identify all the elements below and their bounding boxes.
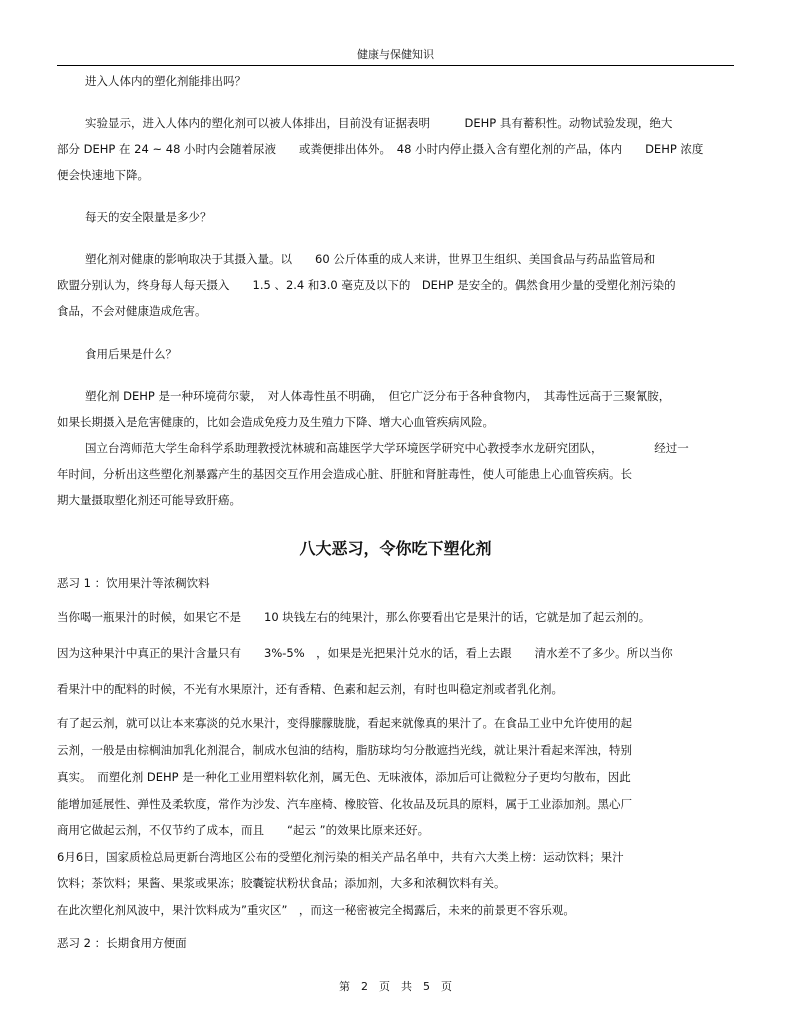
question-heading: 食用后果是什么？ <box>85 347 177 361</box>
section-title: 八大恶习，令你吃下塑化剂 <box>299 539 492 558</box>
paragraph-line: 看果汁中的配料的时候，不光有水果原汁，还有香精、色素和起云剂，有时也叫稳定剂或者乳化剂。 <box>57 682 563 696</box>
habit-heading: 恶习 2 ：长期食用方便面 <box>57 936 187 950</box>
paragraph-line: 在此次塑化剂风波中，果汁饮料成为”重灾区” ，而这一秘密被完全揭露后，未来的前景更不容乐观。 <box>57 903 575 917</box>
paragraph-line: 真实。 而塑化剂 DEHP 是一种化工业用塑料软化剂，属无色、无味液体，添加后可让微粒分子更均匀散布，因此 <box>57 770 631 784</box>
paragraph-line: 部分 DEHP 在 24 ~ 48 小时内会随着尿液 或粪便排出体外。 48 小时内停止摄入含有塑化剂的产品，体内 DEHP 浓度 <box>57 142 704 156</box>
paragraph-line: 云剂，一般是由棕榈油加乳化剂混合，制成水包油的结构，脂肪球均匀分散遮挡光线，就让果汁看起来浑浊，特别 <box>57 743 632 757</box>
paragraph-line: 当你喝一瓶果汁的时候，如果它不是 10 块钱左右的纯果汁，那么你要看出它是果汁的话，它就是加了起云剂的。 <box>57 610 651 624</box>
paragraph-line: 年时间，分析出这些塑化剂暴露产生的基因交互作用会造成心脏、肝脏和肾脏毒性，使人可能患上心血管疾病。长 <box>57 467 632 481</box>
paragraph-line: 食品，不会对健康造成危害。 <box>57 304 207 318</box>
question-heading: 每天的安全限量是多少？ <box>85 210 212 224</box>
page-footer: 第 2 页 共 5 页 <box>339 980 452 993</box>
paragraph-line: 塑化剂 DEHP 是一种环境荷尔蒙， 对人体毒性虽不明确， 但它广泛分布于各种食物内， 其毒性远高于三聚氰胺， <box>85 389 671 403</box>
paragraph-line: 期大量摄取塑化剂还可能导致肝癌。 <box>57 493 241 507</box>
paragraph-line: 能增加延展性、弹性及柔软度，常作为沙发、汽车座椅、橡胶管、化妆品及玩具的原料，属于工业添加剂。黑心厂 <box>57 797 632 811</box>
paragraph-line: 塑化剂对健康的影响取决于其摄入量。以 60 公斤体重的成人来讲，世界卫生组织、美国食品与药品监管局和 <box>85 252 656 266</box>
header-rule <box>57 65 734 66</box>
paragraph-line: 商用它做起云剂，不仅节约了成本，而且 “起云 ”的效果比原来还好。 <box>57 823 430 837</box>
paragraph-line: 实验显示，进入人体内的塑化剂可以被人体排出，目前没有证据表明 DEHP 具有蓄积性。动物试验发现，绝大 <box>85 116 673 130</box>
paragraph-line: 国立台湾师范大学生命科学系助理教授沈林琥和高雄医学大学环境医学研究中心教授李水龙研究团队， 经过一 <box>85 441 689 455</box>
paragraph-line: 如果长期摄入是危害健康的，比如会造成免疫力及生殖力下降、增大心血管疾病风险。 <box>57 415 494 429</box>
paragraph-line: 有了起云剂，就可以让本来寡淡的兑水果汁，变得朦朦胧胧，看起来就像真的果汁了。在食品工业中允许使用的起 <box>57 716 632 730</box>
paragraph-line: 欧盟分别认为，终身每人每天摄入 1.5 、2.4 和3.0 毫克及以下的 DEHP 是安全的。偶然食用少量的受塑化剂污染的 <box>57 278 676 292</box>
paragraph-line: 6月6日，国家质检总局更新台湾地区公布的受塑化剂污染的相关产品名单中，共有六大类上榜：运动饮料；果汁 <box>57 850 624 864</box>
question-heading: 进入人体内的塑化剂能排出吗？ <box>85 74 246 88</box>
paragraph-line: 饮料；茶饮料；果酱、果浆或果冻；胶囊锭状粉状食品；添加剂，大多和浓稠饮料有关。 <box>57 876 506 890</box>
habit-heading: 恶习 1 ：饮用果汁等浓稠饮料 <box>57 576 210 590</box>
paragraph-line: 便会快速地下降。 <box>57 168 149 182</box>
paragraph-line: 因为这种果汁中真正的果汁含量只有 3%-5% ，如果是光把果汁兑水的话，看上去跟 清水差不了多少。所以当你 <box>57 646 673 660</box>
running-header: 健康与保健知识 <box>357 48 434 61</box>
